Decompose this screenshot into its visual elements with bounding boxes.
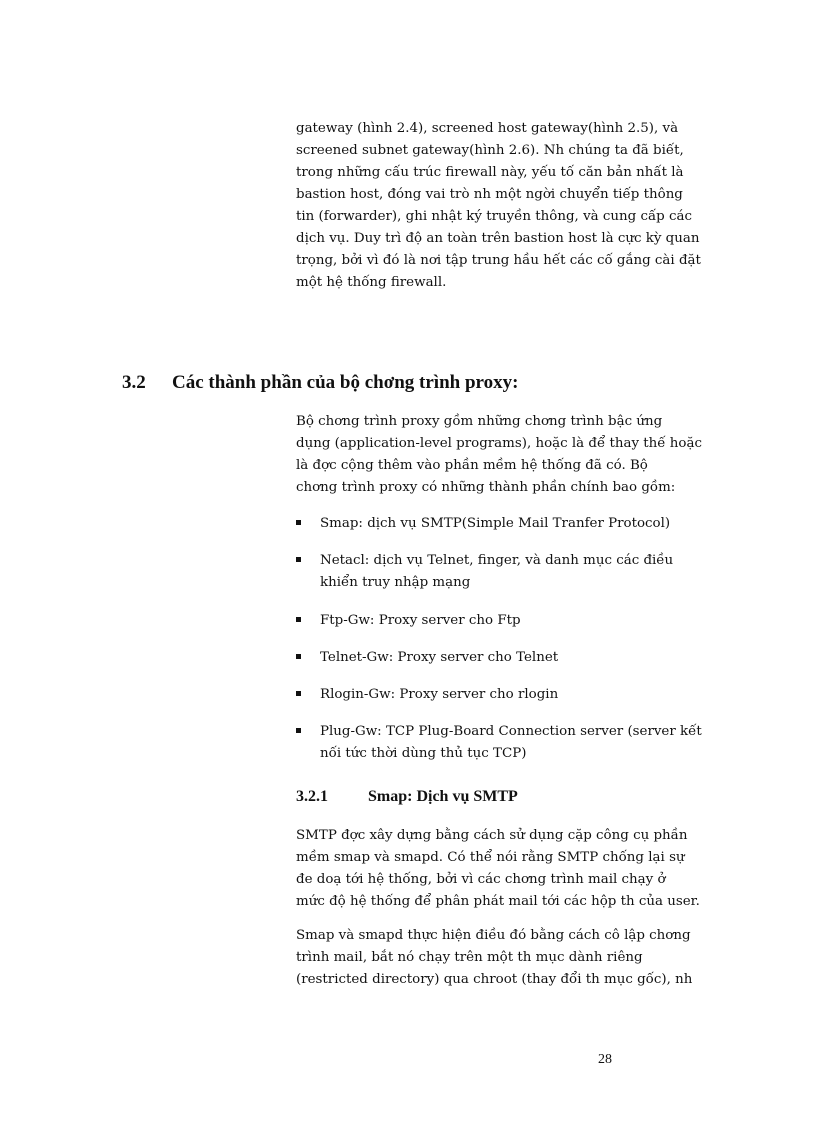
square-bullet-icon <box>296 617 301 622</box>
square-bullet-icon <box>296 557 301 562</box>
text-line: SMTP đợc xây dựng bằng cách sử dụng cặp công cụ phần <box>296 828 688 843</box>
square-bullet-icon <box>296 520 301 525</box>
square-bullet-icon <box>296 691 301 696</box>
intro-paragraph <box>296 118 701 294</box>
section-heading <box>122 372 518 394</box>
section-number: 3.2 <box>122 372 146 393</box>
subsection-heading <box>296 788 518 806</box>
square-bullet-icon <box>296 728 301 733</box>
text-line: trong những cấu trúc firewall này, yếu tố căn bản nhất là <box>296 165 684 180</box>
smtp-paragraph <box>296 825 700 913</box>
text-line: trình mail, bắt nó chạy trên một th mục dành riêng <box>296 950 643 965</box>
list-item-text: Rlogin-Gw: Proxy server cho rlogin <box>320 687 559 702</box>
page-number: 28 <box>598 1052 612 1067</box>
list-item-text: Netacl: dịch vụ Telnet, finger, và danh mục các điều <box>320 553 674 568</box>
section-title: Các thành phần của bộ chơng trình proxy: <box>172 372 519 393</box>
text-line: mức độ hệ thống để phân phát mail tới các hộp th của user. <box>296 894 700 909</box>
text-line: Smap và smapd thực hiện điều đó bằng cách cô lập chơng <box>296 928 691 943</box>
list-item-text: khiển truy nhập mạng <box>320 575 471 590</box>
text-line: gateway (hình 2.4), screened host gateway(hình 2.5), và <box>296 121 679 136</box>
subsection-number: 3.2.1 <box>296 788 328 805</box>
text-line: trọng, bởi vì đó là nơi tập trung hầu hết các cố gắng cài đặt <box>296 253 701 268</box>
list-item-text: Smap: dịch vụ SMTP(Simple Mail Tranfer Protocol) <box>320 516 671 531</box>
text-line: một hệ thống firewall. <box>296 275 447 290</box>
text-line: dịch vụ. Duy trì độ an toàn trên bastion host là cực kỳ quan <box>296 231 700 246</box>
text-line: bastion host, đóng vai trò nh một ngời chuyển tiếp thông <box>296 187 683 202</box>
text-line: đe doạ tới hệ thống, bởi vì các chơng trình mail chạy ở <box>296 872 666 887</box>
smap-paragraph <box>296 925 692 991</box>
text-line: screened subnet gateway(hình 2.6). Nh chúng ta đã biết, <box>296 143 684 158</box>
text-line: Bộ chơng trình proxy gồm những chơng trình bậc ứng <box>296 414 663 429</box>
list-item-text: Plug-Gw: TCP Plug-Board Connection server (server kết <box>320 724 702 739</box>
text-line: mềm smap và smapd. Có thể nói rằng SMTP chống lại sự <box>296 850 685 865</box>
section-intro-paragraph <box>296 411 702 499</box>
list-item-text: Telnet-Gw: Proxy server cho Telnet <box>320 650 559 665</box>
text-line: tin (forwarder), ghi nhật ký truyền thông, và cung cấp các <box>296 209 692 224</box>
text-line: là đợc cộng thêm vào phần mềm hệ thống đã có. Bộ <box>296 458 648 473</box>
list-item-text: nối tức thời dùng thủ tục TCP) <box>320 746 527 761</box>
text-line: (restricted directory) qua chroot (thay đổi th mục gốc), nh <box>296 972 693 987</box>
square-bullet-icon <box>296 654 301 659</box>
text-line: dụng (application-level programs), hoặc là để thay thế hoặc <box>296 436 702 451</box>
list-item-text: Ftp-Gw: Proxy server cho Ftp <box>320 613 521 628</box>
subsection-title: Smap: Dịch vụ SMTP <box>368 788 518 805</box>
text-line: chơng trình proxy có những thành phần chính bao gồm: <box>296 480 676 495</box>
